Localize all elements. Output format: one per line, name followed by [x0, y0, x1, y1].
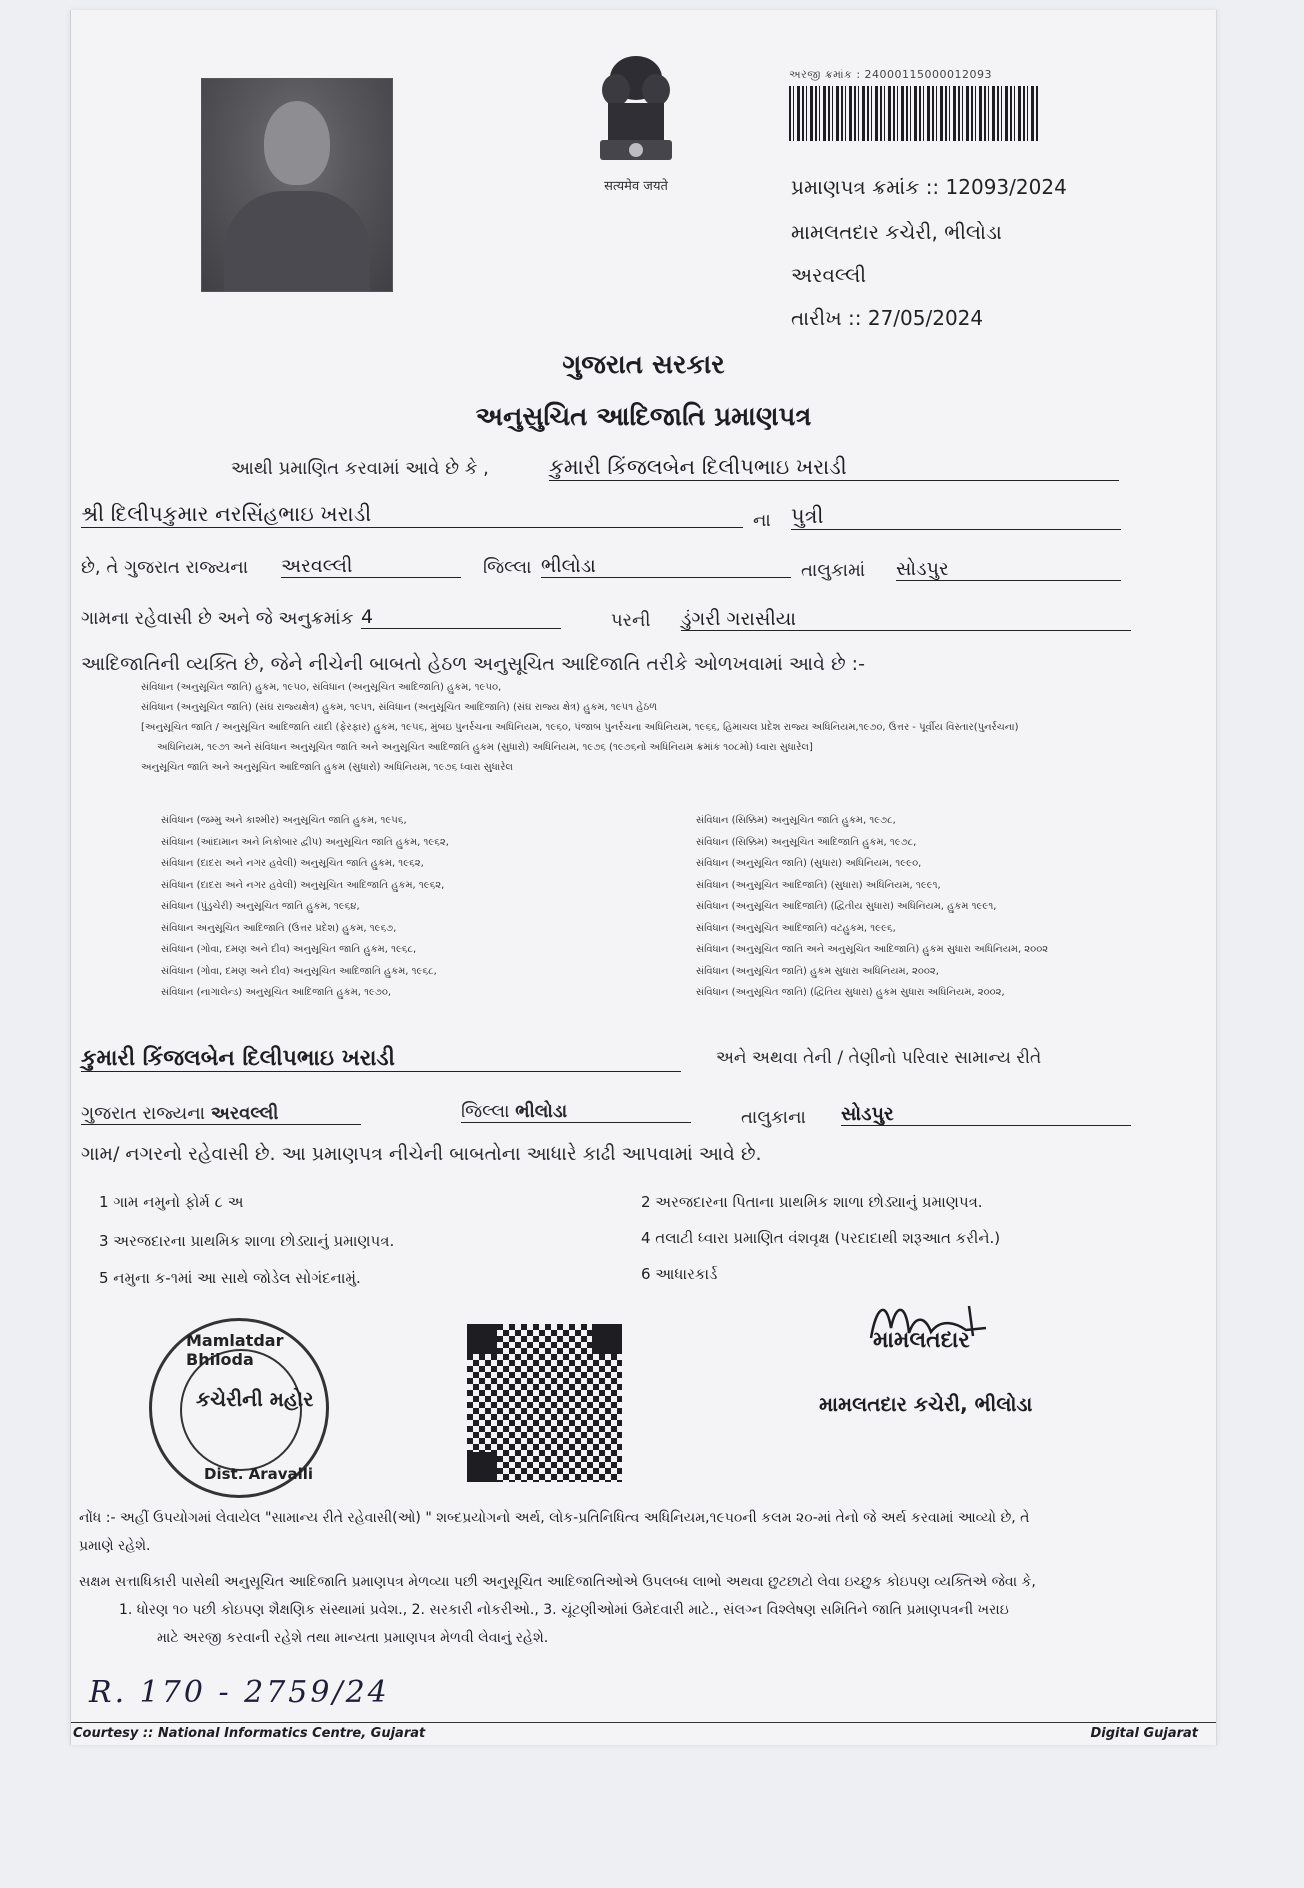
footer-courtesy: Courtesy :: National Informatics Centre, Gujarat	[73, 1726, 426, 1741]
order-item: સંવિધાન (આંદામાન અને નિકોબાર દ્વીપ) અનુસૂચિત જાતિ હુકમ, ૧૯૬૨,	[161, 836, 449, 848]
basis-text: ગામ/ નગરનો રહેવાસી છે. આ પ્રમાણપત્ર નીચેની બાબતોના આધારે કાઢી આપવામાં આવે છે.	[81, 1143, 762, 1165]
order-item: સંવિધાન અનુસૂચિત આદિજાતિ (ઉત્તર પ્રદેશ) હુકમ, ૧૯૬૭,	[161, 922, 397, 934]
family-applicant-name: કુમારી કિંજલબેન દિલીપભાઇ ખરાડી	[81, 1046, 681, 1072]
resident-label: ગામના રહેવાસી છે અને જે અનુક્રમાંક	[81, 608, 354, 629]
order-item: સંવિધાન (દાદરા અને નગર હવેલી) અનુસૂચિત જાતિ હુકમ, ૧૯૬૨,	[161, 858, 424, 869]
tribe-statement: આદિજાતિની વ્યક્તિ છે, જેને નીચેની બાબતો હેઠળ અનુસૂચિત આદિજાતિ તરીકે ઓળખવામાં આવે છે :-	[81, 653, 865, 675]
footer-brand: Digital Gujarat	[1090, 1726, 1198, 1741]
family-district-line	[461, 1101, 691, 1123]
document-item: 4 તલાટી ધ્વારા પ્રમાણિત વંશવૃક્ષ (પરદાદાથી શરૂઆત કરીને.)	[641, 1229, 1001, 1247]
family-state-line	[81, 1103, 361, 1125]
issuing-office: મામલતદાર કચેરી, ભીલોડા	[791, 220, 1002, 244]
government-title: ગુજરાત સરકાર	[562, 350, 725, 380]
note-line: નોંધ :- અહીં ઉપયોગમાં લેવાયેલ "સામાન્ય રીતે રહેવાસી(ઓ) " શબ્દપ્રયોગનો અર્થ, લોક-પ્રતિનિધિત્વ અધિનિયમ,૧૯૫૦ની કલમ ૨૦-માં તેનો જે અર્થ કરવામાં આવ્યો છે, તે	[79, 1510, 1030, 1526]
order-item: સંવિધાન (અનુસૂચિત આદિજાતિ) વટહુકમ, ૧૯૯૬,	[696, 922, 896, 934]
order-item: સંવિધાન (પુંડુચેરી) અનુસૂચિત જાતિ હુકમ, ૧૯૬૪,	[161, 901, 360, 912]
legal-line: [અનુસૂચિત જાતિ / અનુસૂચિત આદિજાતિ યાદી (ફેરફાર) હુકમ, ૧૯૫૬, મુંબઇ પુનર્રચના અધિનિયમ, ૧૯૬૦, પંજાબ પુનર્રચના અધિનિયમ, ૧૯૬૬, હિમાચલ પ્રદેશ રાજ્ય અધિનિયમ,૧૯૭૦, ઉત્તર - પૂર્વીય વિસ્તાર(પુનર્રચના)	[141, 722, 1019, 733]
certificate-sheet	[70, 10, 1217, 1745]
state-prefix: છે, તે ગુજરાત રાજ્યના	[81, 557, 249, 578]
verification-qr-code	[463, 1320, 626, 1486]
applicant-photo	[201, 78, 393, 292]
family-district: અરવલ્લી	[210, 1103, 279, 1124]
order-item: સંવિધાન (સિક્કિમ) અનુસૂચિત આદિજાતિ હુકમ, ૧૯૭૮,	[696, 836, 917, 848]
tribe-value: ડુંગરી ગરાસીયા	[681, 608, 1131, 631]
document-item: 1 ગામ નમુનો ફોર્મ ૮ અ	[99, 1193, 244, 1211]
taluka-label: તાલુકામાં	[801, 560, 866, 581]
family-taluka-label: તાલુકાના	[741, 1107, 806, 1128]
office-seal	[149, 1318, 329, 1498]
certificate-number: પ્રમાણપત્ર ક્રમાંક :: 12093/2024	[791, 175, 1067, 199]
seal-bottom-text: Dist. Aravalli	[204, 1465, 314, 1483]
photo-face	[264, 101, 330, 185]
order-item: સંવિધાન (અનુસૂચિત જાતિ) હુકમ સુધારા અધિનિયમ, ૨૦૦૨,	[696, 965, 939, 977]
legal-line: સંવિધાન (અનુસૂચિત જાતિ) (સંઘ રાજ્યક્ષેત્ર) હુકમ, ૧૯૫૧, સંવિધાન (અનુસૂચિત આદિજાતિ) (સંઘ રાજ્ય ક્ષેત્ર) હુકમ, ૧૯૫૧ હેઠળ	[141, 702, 658, 713]
handwritten-reference: R. 170 - 2759/24	[89, 1675, 390, 1710]
family-district-label: જિલ્લા	[461, 1101, 510, 1122]
note-line: પ્રમાણે રહેશે.	[79, 1538, 151, 1554]
village-value: સોડપુર	[896, 558, 1121, 581]
intro-text: આથી પ્રમાણિત કરવામાં આવે છે કે ,	[231, 458, 489, 479]
ashoka-emblem-icon	[586, 48, 686, 168]
note-block	[79, 1504, 1209, 1652]
na-label: ના	[753, 510, 771, 531]
signatory-office: મામલતદાર કચેરી, ભીલોડા	[819, 1392, 1033, 1416]
legal-line: અધિનિયમ, ૧૯૭૧ અને સંવિધાન અનુસૂચિત જાતિ અને અનુસૂચિત આદિજાતિ હુકમ (સુધારો) અધિનિયમ, ૧૯૭૬ (૧૯૭૬નો અધિનિયમ ક્રમાંક ૧૦૮મો) ધ્વારા સુધારેલ]	[157, 742, 813, 753]
national-emblem	[581, 48, 691, 198]
seal-center-text: કચેરીની મહોર	[196, 1387, 314, 1411]
legal-line: અનુસૂચિત જાતિ અને અનુસૂચિત આદિજાતિ હુકમ (સુધારો) અધિનિયમ, ૧૯૭૬ ધ્વારા સુધારેલ	[141, 762, 513, 773]
note-line: માટે અરજી કરવાની રહેશે તથા માન્યતા પ્રમાણપત્ર મેળવી લેવાનું રહેશે.	[157, 1630, 549, 1646]
footer-divider	[71, 1722, 1216, 1723]
note-line: સક્ષમ સત્તાધિકારી પાસેથી અનુસૂચિત આદિજાતિ પ્રમાણપત્ર મેળવ્યા પછી અનુસૂચિત આદિજાતિઓએ ઉપલબ્ધ લાભો અથવા છુટછાટો લેવા ઇચ્છુક કોઇપણ વ્યક્તિએ જેવા કે,	[79, 1574, 1036, 1590]
family-text: અને અથવા તેની / તેણીનો પરિવાર સામાન્ય રીતે	[716, 1048, 1042, 1068]
order-item: સંવિધાન (અનુસૂચિત જાતિ અને અનુસૂચિત આદિજાતિ) હુકમ સુધારા અધિનિયમ, ૨૦૦૨	[696, 944, 1049, 955]
orders-left-column	[161, 810, 641, 1004]
district-value: અરવલ્લી	[281, 555, 461, 578]
issue-date: તારીખ :: 27/05/2024	[791, 306, 984, 330]
document-item: 6 આધારકાર્ડ	[641, 1265, 718, 1283]
document-item: 3 અરજદારના પ્રાથમિક શાળા છોડ્યાનું પ્રમાણપત્ર.	[99, 1232, 395, 1250]
document-item: 5 નમુના ક-૧માં આ સાથે જોડેલ સોગંદનામું.	[99, 1269, 361, 1287]
order-item: સંવિધાન (ગોવા, દમણ અને દીવ) અનુસૂચિત આદિજાતિ હુકમ, ૧૯૬૮,	[161, 965, 437, 977]
order-item: સંવિધાન (ગોવા, દમણ અને દીવ) અનુસૂચિત જાતિ હુકમ, ૧૯૬૮,	[161, 944, 417, 955]
order-item: સંવિધાન (જમ્મુ અને કાશ્મીર) અનુસૂચિત જાતિ હુકમ, ૧૯૫૬,	[161, 815, 407, 826]
document-item: 2 અરજદારના પિતાના પ્રાથમિક શાળા છોડ્યાનું પ્રમાણપત્ર.	[641, 1193, 983, 1211]
family-state-prefix: ગુજરાત રાજ્યના	[81, 1103, 206, 1124]
parni-label: પરની	[611, 610, 651, 631]
signatory-title: મામલતદાર	[873, 1328, 970, 1353]
applicant-name: કુમારી કિંજલબેન દિલીપભાઇ ખરાડી	[549, 455, 1119, 481]
order-item: સંવિધાન (અનુસૂચિત જાતિ) (દ્વિતિય સુધારા) હુકમ સુધારા અધિનિયમ, ૨૦૦૨,	[696, 987, 1005, 998]
district-label: જિલ્લા	[483, 557, 532, 578]
serial-no-value: 4	[361, 606, 561, 629]
order-item: સંવિધાન (દાદરા અને નગર હવેલી) અનુસૂચિત આદિજાતિ હુકમ, ૧૯૬૨,	[161, 879, 445, 891]
relation-value: પુત્રી	[791, 504, 1121, 530]
order-item: સંવિધાન (સિક્કિમ) અનુસૂચિત જાતિ હુકમ, ૧૯૭૮,	[696, 815, 896, 826]
seal-top-text: Mamlatdar Bhiloda	[186, 1331, 284, 1369]
legal-line: સંવિધાન (અનુસૂચિત જાતિ) હુકમ, ૧૯૫૦, સંવિધાન (અનુસૂચિત આદિજાતિ) હુકમ, ૧૯૫૦,	[141, 682, 502, 693]
emblem-motto: सत्यमेव जयते	[604, 179, 668, 194]
order-item: સંવિધાન (અનુસૂચિત આદિજાતિ) (દ્વિતીય સુધારા) અધિનિયમ, હુકમ ૧૯૯૧,	[696, 901, 997, 912]
order-item: સંવિધાન (નાગાલેન્ડ) અનુસૂચિત આદિજાતિ હુકમ, ૧૯૭૦,	[161, 987, 392, 998]
order-item: સંવિધાન (અનુસૂચિત જાતિ) (સુધારા) અધિનિયમ, ૧૯૯૦,	[696, 858, 922, 869]
taluka-value: ભીલોડા	[541, 555, 791, 578]
note-line: 1. ધોરણ ૧૦ પછી કોઇપણ શૈક્ષણિક સંસ્થામાં પ્રવેશ., 2. સરકારી નોકરીઓ., 3. ચૂંટણીઓમાં ઉમેદવારી માટે., સંલગ્ન વિશ્લેષણ સમિતિને જાતિ પ્રમાણપત્રની ખરાઇ	[119, 1602, 1009, 1618]
order-item: સંવિધાન (અનુસૂચિત આદિજાતિ) (સુધારા) અધિનિયમ, ૧૯૯૧,	[696, 879, 941, 891]
application-number: અરજી ક્રમાંક : 24000115000012093	[789, 68, 993, 81]
family-taluka: ભીલોડા	[515, 1101, 568, 1122]
barcode	[789, 86, 1039, 141]
family-village: સોડપુર	[841, 1103, 1131, 1126]
father-name: શ્રી દિલીપકુમાર નરસિંહભાઇ ખરાડી	[81, 502, 743, 528]
document-title: અનુસુચિત આદિજાતિ પ્રમાણપત્ર	[475, 402, 812, 432]
issuing-district: અરવલ્લી	[791, 263, 867, 287]
orders-right-column	[696, 810, 1196, 1004]
photo-body	[224, 191, 370, 291]
legal-text	[141, 678, 1151, 778]
